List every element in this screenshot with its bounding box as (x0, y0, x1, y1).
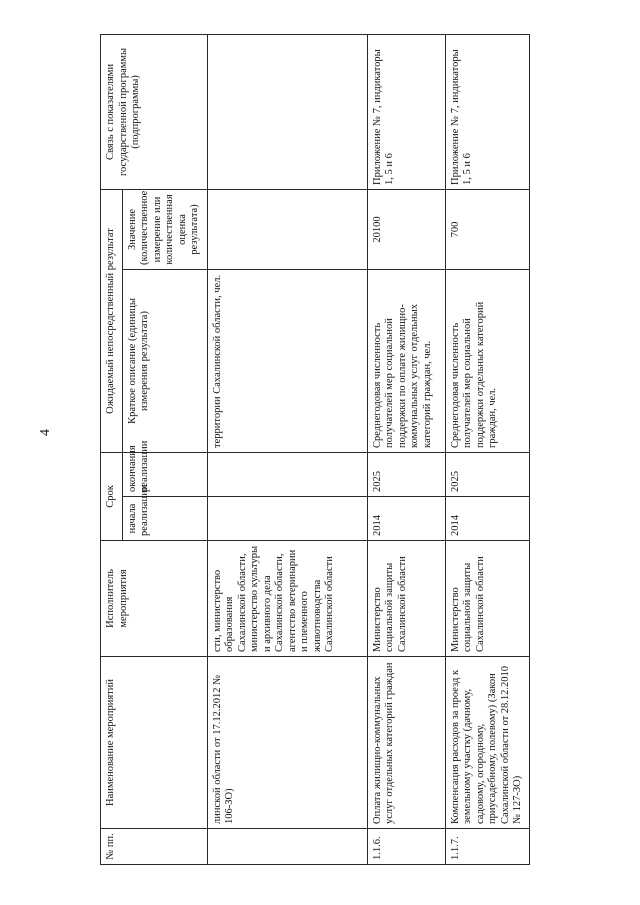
cell-executor: сти, министерство образования Сахалинской области, министерство культуры и архивного дела Сахалинской области, агентство ветеринарии и племенного животноводства Сахалинской области (207, 541, 367, 657)
cell-link: Приложение № 7, индикаторы 1, 5 и 6 (367, 34, 445, 189)
cell-executor: Министерство социальной защиты Сахалинской области (367, 541, 445, 657)
table-row (445, 34, 529, 864)
cell-num: 1.1.7. (445, 829, 529, 865)
page-number: 4 (38, 429, 53, 436)
cell-name: Компенсация расходов за проезд к земельному участку (дачному, садовому, огородному, приусадебному, полевому) (Закон Сахалинской области от 28.12.2010 № 127-ЗО) (445, 657, 529, 829)
cell-start: 2014 (367, 497, 445, 541)
cell-link: Приложение № 7, индикаторы 1, 5 и 6 (445, 34, 529, 189)
measures-table (100, 34, 530, 865)
header-num: № пп. (101, 829, 208, 865)
cell-num: 1.1.6. (367, 829, 445, 865)
header-executor: Исполнитель мероприятия (101, 541, 208, 657)
cell-start (207, 497, 367, 541)
header-term: Срок (101, 452, 123, 540)
cell-name: Оплата жилищно-коммунальных услуг отдельных категорий граждан (367, 657, 445, 829)
cell-end (207, 452, 367, 496)
cell-value (207, 189, 367, 269)
cell-desc: Среднегодовая численность получателей мер социальной поддержки по оплате жилищно-коммунальных услуг отдельных категорий граждан, чел. (367, 269, 445, 452)
cell-end: 2025 (367, 452, 445, 496)
cell-executor: Министерство социальной защиты Сахалинской области (445, 541, 529, 657)
rotated-table-container (100, 35, 523, 865)
cell-end: 2025 (445, 452, 529, 496)
table-row (207, 34, 367, 864)
header-link: Связь с показателями государственной программы (подпрограммы) (101, 34, 208, 189)
table-row (367, 34, 445, 864)
header-name: Наименование мероприятий (101, 657, 208, 829)
cell-desc: территории Сахалинской области, чел. (207, 269, 367, 452)
cell-value: 700 (445, 189, 529, 269)
header-desc: Краткое описание (единицы измерения результата) (122, 269, 207, 452)
cell-name: линской области от 17.12.2012 № 106-ЗО) (207, 657, 367, 829)
header-expected: Ожидаемый непосредственный результат (101, 189, 123, 452)
cell-num (207, 829, 367, 865)
header-term-end: окончания реализации (122, 452, 207, 496)
cell-link (207, 34, 367, 189)
cell-value: 20100 (367, 189, 445, 269)
header-term-start: начала реализации (122, 497, 207, 541)
cell-desc: Среднегодовая численность получателей мер социальной поддержки отдельных категорий граждан, чел. (445, 269, 529, 452)
cell-start: 2014 (445, 497, 529, 541)
header-value: Значение (количественное измерение или количественная оценка результата) (122, 189, 207, 269)
